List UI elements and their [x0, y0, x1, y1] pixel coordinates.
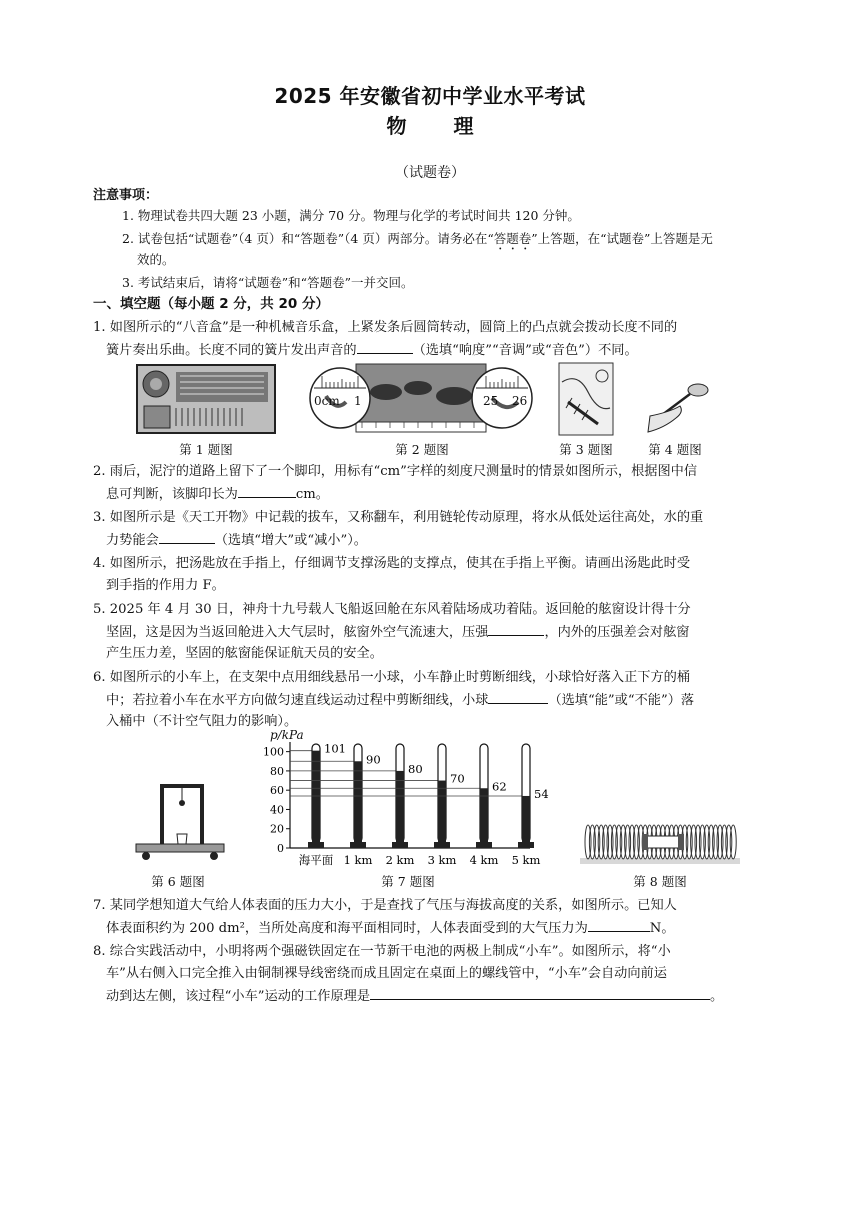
q5-text-b: ，内外的压强差会对舷窗 — [544, 625, 690, 640]
q8-line1: 8. 综合实践活动中，小明将两个强磁铁固定在一节新干电池的两极上制成“小车”。如图所示，将“小 — [93, 944, 671, 959]
q3-line1: 3. 如图所示是《天工开物》中记载的拔车，又称翻车，利用链轮传动原理，将水从低处运往高处，水的重 — [93, 510, 704, 525]
q4-line2: 到手指的作用力 F。 — [106, 578, 225, 593]
q2-text-b: cm。 — [295, 487, 329, 502]
q6-text-b: （选填“能”或“不能”）落 — [548, 693, 695, 708]
category-label-5: 5 km — [511, 853, 541, 867]
notice-item-2 — [122, 229, 713, 253]
q5-line2 — [106, 622, 690, 643]
category-label-2: 2 km — [385, 853, 415, 867]
q6-line1: 6. 如图所示的小车上，在支架中点用细线悬吊一小球，小车静止时剪断细线，小球恰好落入正下方的桶 — [93, 670, 691, 685]
q2-text-a: 息可判断，该脚印长为 — [106, 487, 238, 502]
q2-line2 — [106, 484, 329, 505]
fig2-footprint-ruler — [306, 362, 534, 436]
fig7-pressure-altitude-chart — [260, 728, 550, 872]
q7-line2 — [106, 918, 675, 939]
y-tick-label-40: 40 — [270, 803, 284, 817]
fig2-caption: 第 2 题图 — [395, 442, 449, 457]
notice-item-2-cont: 效的。 — [137, 252, 175, 267]
notice-item-3: 3. 考试结束后，请将“试题卷”和“答题卷”一并交回。 — [122, 275, 414, 290]
fig7-caption: 第 7 题图 — [381, 874, 435, 889]
q1-text-b: （选填“响度”“音调”或“音色”）不同。 — [412, 343, 638, 358]
ruler-left-label-0: 0cm — [314, 394, 340, 408]
bar-base — [434, 842, 450, 848]
q7-text-b: N。 — [649, 921, 675, 936]
q1-text-a: 簧片奏出乐曲。长度不同的簧片发出声音的 — [106, 343, 357, 358]
q3-text-b: （选填“增大”或“减小”）。 — [214, 533, 367, 548]
chart-y-label: p/kPa — [270, 728, 304, 742]
fig6-caption: 第 6 题图 — [151, 874, 205, 889]
bar-base — [308, 842, 324, 848]
y-tick-label-100: 100 — [263, 745, 284, 759]
y-tick-label-0: 0 — [277, 842, 284, 855]
q8-line2: 车”从右侧入口完全推入由铜制裸导线密绕而成且固定在桌面上的螺线管中，“小车”会自动向前运 — [106, 966, 667, 981]
bar-2 km — [396, 771, 404, 842]
data-label-54: 54 — [534, 786, 549, 801]
ruler-right-label-26: 26 — [512, 394, 528, 408]
fig4-caption: 第 4 题图 — [648, 442, 702, 457]
y-tick-label-80: 80 — [270, 764, 284, 778]
ruler-left-label-1: 1 — [354, 394, 362, 408]
fig1-caption: 第 1 题图 — [179, 442, 233, 457]
q1-line2 — [106, 340, 638, 361]
category-label-3: 3 km — [427, 853, 457, 867]
data-label-80: 80 — [408, 761, 423, 776]
bar-base — [350, 842, 366, 848]
q5-text-a: 坚固，这是因为当返回舱进入大气层时，舷窗外空气流速大，压强 — [106, 625, 489, 640]
exam-title: 2025 年安徽省初中学业水平考试 — [274, 84, 586, 108]
q2-answer-blank[interactable] — [238, 484, 296, 498]
q7-answer-blank[interactable] — [588, 918, 650, 932]
fig3-water-wheel — [558, 362, 614, 436]
fig3-caption: 第 3 题图 — [559, 442, 613, 457]
notice-item-2-part2: ”上答题，在“试题卷”上答题是无 — [531, 231, 713, 246]
data-label-70: 70 — [450, 771, 465, 786]
y-tick-label-60: 60 — [270, 784, 284, 798]
fig4-spoon-on-finger — [640, 372, 710, 434]
notice-heading: 注意事项： — [93, 188, 159, 203]
q5-answer-blank[interactable] — [488, 622, 544, 636]
bar-5 km — [522, 796, 530, 842]
q4-line1: 4. 如图所示，把汤匙放在手指上，仔细调节支撑汤匙的支撑点，使其在手指上平衡。请画出汤匙此时受 — [93, 556, 691, 571]
bar-base — [392, 842, 408, 848]
q3-line2 — [106, 530, 367, 551]
q5-line3: 产生压力差，坚固的舷窗能保证航天员的安全。 — [106, 646, 383, 661]
q1-line1: 1. 如图所示的“八音盒”是一种机械音乐盒，上紧发条后圆筒转动，圆筒上的凸点就会拨动长度不同的 — [93, 320, 678, 335]
notice-item-2-part1: 2. 试卷包括“试题卷”（4 页）和“答题卷”（4 页）两部分。请务必在“ — [122, 231, 494, 246]
data-label-90: 90 — [366, 752, 381, 767]
bar-1 km — [354, 761, 362, 842]
fig6-cart-with-ball — [132, 778, 230, 868]
q3-text-a: 力势能会 — [106, 533, 159, 548]
q2-line1: 2. 雨后，泥泞的道路上留下了一个脚印，用标有“cm”字样的刻度尺测量时的情景如图所示，根据图中信 — [93, 464, 698, 479]
category-label-1: 1 km — [343, 853, 373, 867]
fig8-solenoid-car — [580, 818, 740, 866]
bar-base — [476, 842, 492, 848]
q8-answer-blank[interactable] — [370, 986, 710, 1000]
bar-base — [518, 842, 534, 848]
q6-text-a: 中；若拉着小车在水平方向做匀速直线运动过程中剪断细线，小球 — [106, 693, 489, 708]
notice-item-1: 1. 物理试卷共四大题 23 小题，满分 70 分。物理与化学的考试时间共 120 分钟。 — [122, 208, 580, 223]
fig1-music-box — [136, 364, 276, 434]
q8-text-a: 动到达左侧，该过程“小车”运动的工作原理是 — [106, 989, 371, 1004]
q8-line3 — [106, 986, 723, 1007]
q6-line2 — [106, 690, 694, 711]
q3-answer-blank[interactable] — [159, 530, 215, 544]
data-label-62: 62 — [492, 779, 507, 794]
q6-answer-blank[interactable] — [488, 690, 548, 704]
subject-title: 物 理 — [386, 114, 474, 138]
q7-line1: 7. 某同学想知道大气给人体表面的压力大小，于是查找了气压与海拔高度的关系，如图所示。已知人 — [93, 898, 677, 913]
notice-item-2-emphasis: 答题卷 — [493, 231, 532, 246]
bar-3 km — [438, 781, 446, 842]
section-heading: 一、填空题（每小题 2 分，共 20 分） — [93, 296, 329, 312]
ruler-right-label-25: 25 — [483, 394, 499, 408]
q1-answer-blank[interactable] — [357, 340, 413, 354]
q7-text-a: 体表面积约为 200 dm²，当所处高度和海平面相同时，人体表面受到的大气压力为 — [106, 921, 588, 936]
data-label-101: 101 — [324, 741, 346, 756]
coil-turn — [730, 825, 736, 859]
q8-text-b: 。 — [710, 989, 724, 1004]
paper-type: （试题卷） — [395, 165, 465, 181]
fig8-caption: 第 8 题图 — [633, 874, 687, 889]
category-label-0: 海平面 — [298, 853, 334, 867]
y-tick-label-20: 20 — [270, 822, 284, 836]
q6-line3: 入桶中（不计空气阻力的影响）。 — [106, 714, 298, 729]
q5-line1: 5. 2025 年 4 月 30 日，神舟十九号载人飞船返回舱在东风着陆场成功着陆。返回舱的舷窗设计得十分 — [93, 602, 691, 617]
category-label-4: 4 km — [469, 853, 499, 867]
